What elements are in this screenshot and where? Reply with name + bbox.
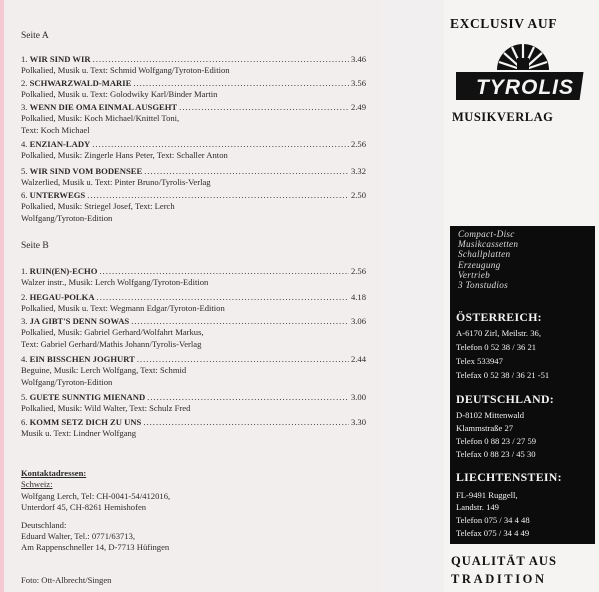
dot-leader [179,102,349,113]
track-title: RUIN(EN)-ECHO [29,266,98,276]
track-number: 6. [21,417,28,427]
contact-schweiz-line: Unterdorf 45, CH-8261 Hemishofen [21,502,147,513]
track-a6 [21,190,366,224]
region-line: Telefon 0 52 38 / 36 21 [456,342,537,352]
dot-leader [137,354,349,365]
track-number: 2. [21,78,28,88]
dot-leader [87,190,349,201]
track-credit: Polkalied, Musik: Wild Walter, Text: Schulz Fred [21,403,191,414]
track-number: 6. [21,190,28,200]
dot-leader [97,292,349,303]
spine-blank [380,0,444,592]
dot-leader [144,166,349,177]
region-heading: LIECHTENSTEIN: [456,470,562,484]
service-item: Erzeugung [458,259,501,270]
track-credit: Polkalied, Musik: Koch Michael/Knittel Toni, [21,113,180,124]
track-duration: 2.50 [350,190,366,200]
track-number: 1. [21,54,28,64]
track-title: HEGAU-POLKA [29,292,95,302]
track-b4 [21,354,366,388]
track-a3 [21,102,366,136]
contact-schweiz-line: Wolfgang Lerch, Tel: CH-0041-54/412016, [21,490,171,501]
track-credit: Beguine, Musik: Lerch Wolfgang, Text: Schmid [21,365,187,376]
track-a5 [21,166,366,189]
region-line: D-8102 Mittenwald [456,410,525,420]
track-credit: Polkalied, Musik: Zingerle Hans Peter, Text: Schaller Anton [21,150,228,161]
track-b3 [21,316,366,350]
contact-addresses [21,468,170,554]
track-b5 [21,392,366,415]
track-duration: 3.32 [350,166,366,176]
dot-leader [92,139,349,150]
track-number: 2. [21,292,28,302]
track-credit: Polkalied, Musik: Gabriel Gerhard/Wolfahrt Markus, [21,327,204,338]
side-b-heading: Seite B [21,241,49,251]
region-line: Telefax 0 88 23 / 45 30 [456,449,536,459]
track-number: 3. [21,102,28,112]
region-heading: DEUTSCHLAND: [456,392,554,406]
track-credit: Musik u. Text: Lindner Wolfgang [21,428,137,439]
service-item: 3 Tonstudios [458,280,508,291]
track-duration: 3.06 [350,316,366,326]
track-number: 5. [21,166,28,176]
dot-leader [133,78,349,89]
track-number: 4. [21,354,28,364]
track-duration: 3.56 [350,78,366,88]
region-line: Telefax 075 / 34 4 49 [456,528,530,538]
track-a2 [21,78,366,101]
services-list [458,229,518,290]
track-credit: Text: Gabriel Gerhard/Mathis Johann/Tyrolis-Verlag [21,338,202,349]
exclusiv-heading: EXCLUSIV AUF [450,16,558,31]
musikverlag-heading: MUSIKVERLAG [452,110,554,124]
track-title: UNTERWEGS [29,190,86,200]
info-box [450,226,595,544]
region-line: Telex 533947 [456,356,503,366]
track-duration: 4.18 [350,292,366,302]
track-number: 1. [21,266,28,276]
track-credit: Text: Koch Michael [21,124,90,135]
track-number: 4. [21,139,28,149]
track-credit: Polkalied, Musik u. Text: Schmid Wolfgang/Tyroton-Edition [21,65,230,76]
contact-deutschland-line: Am Rappenschneller 14, D-7713 Hüfingen [21,542,170,553]
service-item: Vertrieb [458,269,490,280]
track-credit: Polkalied, Musik u. Text: Golodwiky Karl/Binder Martin [21,89,218,100]
track-credit: Polkalied, Musik: Striegel Josef, Text: Lerch [21,201,175,212]
track-a1 [21,54,366,77]
track-b2 [21,292,366,315]
track-title: SCHWARZWALD-MARIE [29,78,132,88]
track-b1 [21,266,366,289]
photo-credit: Foto: Ott-Albrecht/Singen [21,575,112,585]
service-item: Musikcassetten [458,239,519,250]
track-title: ENZIAN-LADY [29,139,91,149]
region-line: Telefon 0 88 23 / 27 59 [456,436,537,446]
region-line: FL-9491 Ruggell, [456,490,518,500]
contact-schweiz-label: Schweiz: [21,479,53,490]
region-line: Landstr. 149 [456,502,499,512]
side-a-heading: Seite A [21,31,49,41]
region-line: Klammstraße 27 [456,423,514,433]
dot-leader [99,266,349,277]
track-credit: Polkalied, Musik u. Text: Wegmann Edgar/Tyroton-Edition [21,303,225,314]
track-title: WENN DIE OMA EINMAL AUSGEHT [29,102,178,112]
track-number: 3. [21,316,28,326]
region-heading: ÖSTERREICH: [456,310,542,324]
dot-leader [131,316,349,327]
track-credit: Walzer instr., Musik: Lerch Wolfgang/Tyroton-Edition [21,277,209,288]
track-credit: Walzerlied, Musik u. Text: Pinter Bruno/Tyrolis-Verlag [21,177,211,188]
dot-leader [143,417,349,428]
track-credit: Wolfgang/Tyroton-Edition [21,376,113,387]
service-item: Schallplatten [458,249,511,260]
track-title: EIN BISSCHEN JOGHURT [29,354,135,364]
dot-leader [147,392,349,403]
slogan-line-2: TRADITION [451,572,547,586]
track-title: WIR SIND VOM BODENSEE [29,166,143,176]
contact-deutschland-line: Eduard Walter, Tel.: 0771/63713, [21,531,136,542]
track-duration: 2.44 [350,354,366,364]
region-line: Telefax 0 52 38 / 36 21 -51 [456,370,550,380]
service-item: Compact-Disc [458,229,515,239]
track-duration: 3.46 [350,54,366,64]
track-credit: Wolfgang/Tyroton-Edition [21,212,113,223]
track-title: JA GIBT'S DENN SOWAS [29,316,130,326]
slogan-line-1: QUALITÄT AUS [451,554,557,568]
brand-text: TYROLIS [475,76,575,99]
track-a4 [21,139,366,162]
track-duration: 2.49 [350,102,366,112]
track-duration: 3.30 [350,417,366,427]
track-duration: 2.56 [350,266,366,276]
region-line: Telefon 075 / 34 4 48 [456,515,530,525]
track-duration: 2.56 [350,139,366,149]
contacts-heading: Kontaktadressen: [21,468,87,478]
track-b6 [21,417,366,440]
contact-deutschland-label: Deutschland: [21,519,67,530]
track-title: WIR SIND WIR [29,54,91,64]
dot-leader [93,54,349,65]
track-number: 5. [21,392,28,402]
sunburst-icon [497,44,549,70]
track-title: GUETE SUNNTIG MIENAND [29,392,146,402]
track-title: KOMM SETZ DICH ZU UNS [29,417,142,427]
region-line: A-6170 Zirl, Meilstr. 36, [456,328,541,338]
track-duration: 3.00 [350,392,366,402]
tyrolis-logo [456,40,590,106]
